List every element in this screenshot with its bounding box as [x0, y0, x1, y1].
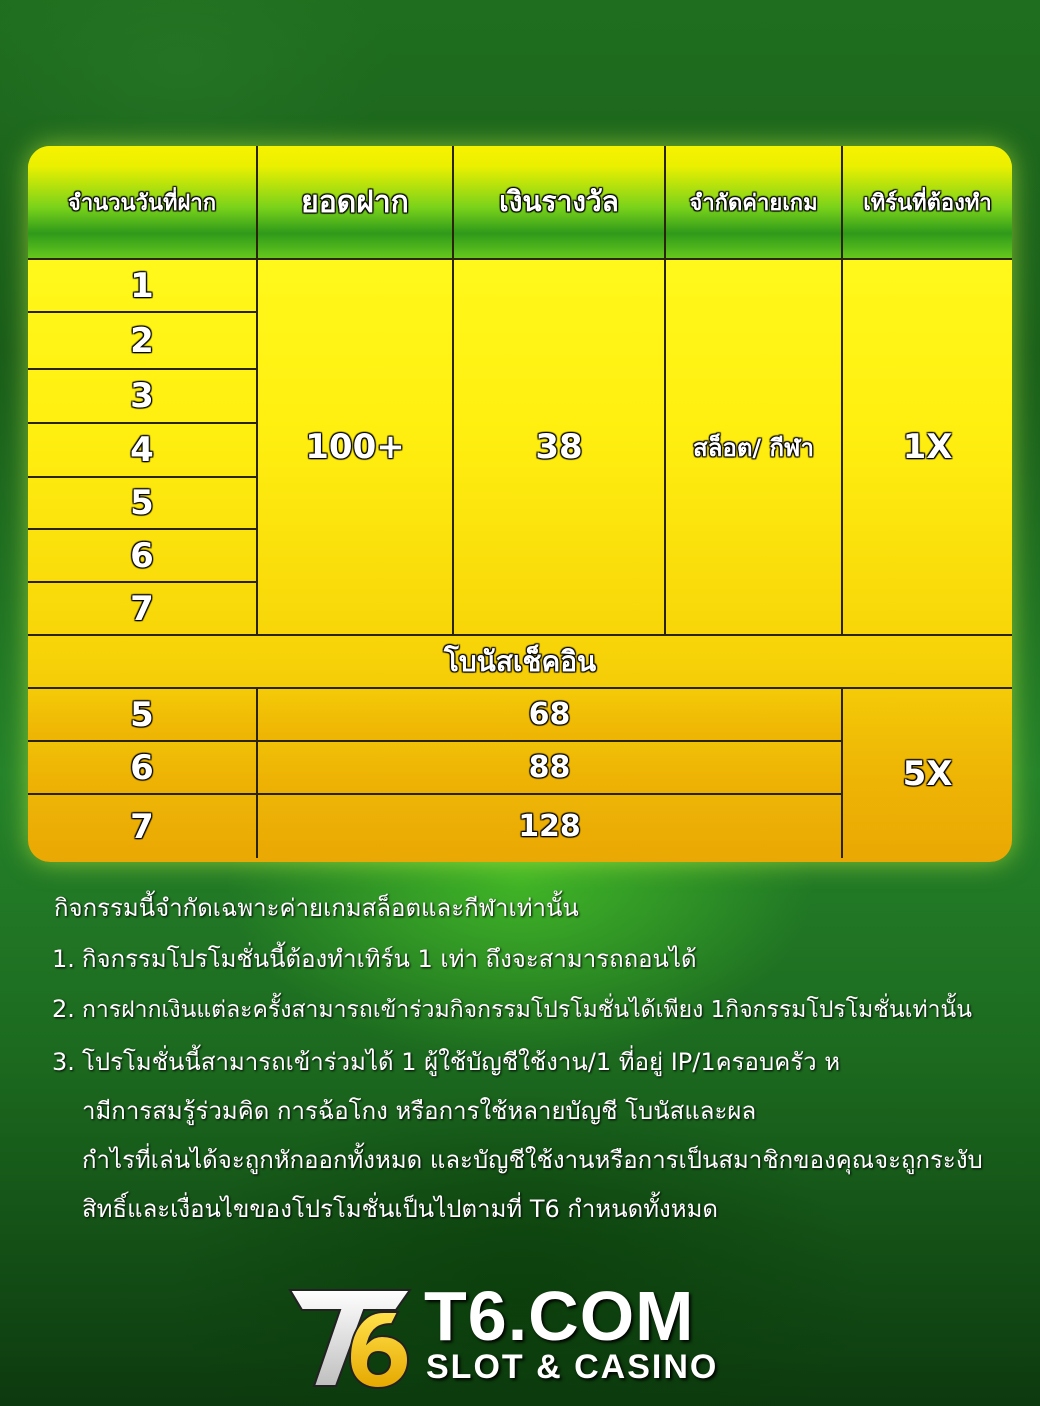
terms-item-number: 3. [52, 1048, 75, 1076]
day-cell: 6 [28, 530, 258, 583]
day-cell: 2 [28, 313, 258, 370]
promotion-table [28, 146, 1012, 862]
reward-cell: 38 [454, 260, 666, 636]
terms-item-line: สิทธิ์และเงื่อนไขของโปรโมชั่นเป็นไปตามที่ T6 กำหนดทั้งหมด [82, 1195, 718, 1223]
terms-item-text: การฝากเงินแต่ละครั้งสามารถเข้าร่วมกิจกรรมโปรโมชั่นได้เพียง 1กิจกรรมโปรโมชั่นเท่านั้น [82, 997, 973, 1023]
header-deposit-amount: ยอดฝาก [258, 146, 454, 260]
checkin-bonus-label: โบนัสเช็คอิน [28, 636, 1012, 689]
t6-logo-icon [288, 1282, 416, 1392]
header-deposit-days: จำนวนวันที่ฝาก [28, 146, 258, 260]
promotion-table-card [28, 146, 1012, 862]
terms-item [52, 1042, 1032, 1228]
checkin-day-cell: 7 [28, 795, 258, 858]
day-cell: 5 [28, 478, 258, 530]
deposit-amount-cell: 100+ [258, 260, 454, 636]
checkin-bonus-cell: 128 [258, 795, 843, 858]
terms-item [52, 939, 1032, 978]
terms-item [52, 992, 1032, 1028]
header-turnover: เทิร์นที่ต้องทำ [843, 146, 1012, 260]
terms-item-number: 2. [52, 995, 75, 1023]
terms-item-number: 1. [52, 945, 75, 973]
header-game-limit: จำกัดค่ายเกม [666, 146, 843, 260]
turnover-cell: 1X [843, 260, 1012, 636]
checkin-turnover-cell: 5X [843, 689, 1012, 858]
day-cell: 3 [28, 370, 258, 424]
terms-item-text: กิจกรรมโปรโมชั่นนี้ต้องทำเทิร์น 1 เท่า ถึงจะสามารถถอนได้ [82, 945, 697, 973]
checkin-day-cell: 6 [28, 742, 258, 795]
header-reward: เงินรางวัล [454, 146, 666, 260]
terms-section [52, 888, 1032, 1242]
game-limit-cell: สล็อต/ กีฬา [666, 260, 843, 636]
brand-tagline: SLOT & CASINO [426, 1348, 719, 1386]
brand-name: T6.COM [424, 1277, 695, 1355]
terms-item-text: โปรโมชั่นนี้สามารถเข้าร่วมได้ 1 ผู้ใช้บัญชีใช้งาน/1 ที่อยู่ IP/1ครอบครัว ห [82, 1048, 841, 1076]
terms-list [52, 939, 1032, 1228]
day-cell: 7 [28, 583, 258, 636]
terms-item-line: กำไรที่เล่นได้จะถูกหักออกทั้งหมด และบัญชีใช้งานหรือการเป็นสมาชิกของคุณจะถูกระงับ [82, 1146, 983, 1174]
terms-intro: กิจกรรมนี้จำกัดเฉพาะค่ายเกมสล็อตและกีฬาเท่านั้น [54, 894, 579, 922]
day-cell: 4 [28, 424, 258, 478]
day-cell: 1 [28, 260, 258, 313]
checkin-day-cell: 5 [28, 689, 258, 742]
checkin-bonus-cell: 88 [258, 742, 843, 795]
checkin-bonus-cell: 68 [258, 689, 843, 742]
brand-logo [288, 1277, 728, 1392]
terms-item-line: ามีการสมรู้ร่วมคิด การฉ้อโกง หรือการใช้หลายบัญชี โบนัสและผล [82, 1097, 757, 1125]
